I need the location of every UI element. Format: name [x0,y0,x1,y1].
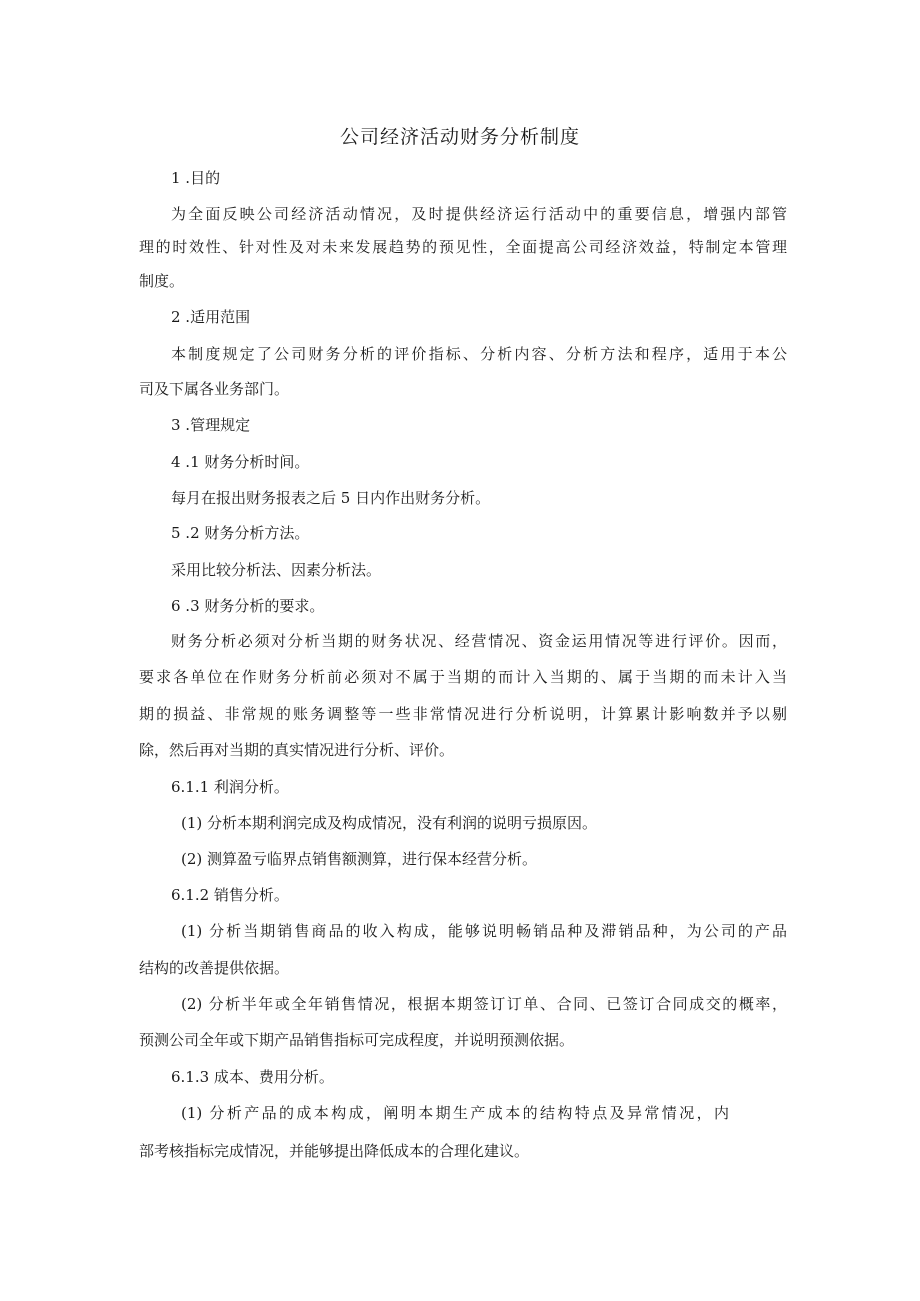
paragraph-6-line-2: 要求各单位在作财务分析前必须对不属于当期的而计入当期的、属于当期的而未计入当 [139,668,787,686]
paragraph-6-line-4: 除，然后再对当期的真实情况进行分析、评价。 [139,741,455,759]
profit-analysis-item-2: (2) 测算盈亏临界点销售额测算，进行保本经营分析。 [181,850,538,868]
heading-6-1-2-sales-analysis: 6.1.2 销售分析。 [171,886,289,904]
sales-analysis-item-1-line-2: 结构的改善提供依据。 [139,959,290,977]
paragraph-4: 每月在报出财务报表之后 5 日内作出财务分析。 [171,489,491,507]
cost-analysis-item-1-line-2: 部考核指标完成情况，并能够提出降低成本的合理化建议。 [139,1142,530,1160]
paragraph-5: 采用比较分析法、因素分析法。 [171,561,382,579]
heading-1-purpose: 1 .目的 [171,169,221,187]
paragraph-1-line-3: 制度。 [139,272,185,290]
paragraph-2-line-2: 司及下属各业务部门。 [139,380,290,398]
sales-analysis-item-1-line-1: (1) 分析当期销售商品的收入构成，能够说明畅销品种及滞销品种，为公司的产品 [181,922,787,940]
cost-analysis-item-1-line-1: (1) 分析产品的成本构成，阐明本期生产成本的结构特点及异常情况，内 [181,1104,729,1122]
heading-6-1-1-profit-analysis: 6.1.1 利润分析。 [171,778,289,796]
paragraph-6-line-1: 财务分析必须对分析当期的财务状况、经营情况、资金运用情况等进行评价。因而， [171,632,787,650]
profit-analysis-item-1: (1) 分析本期利润完成及构成情况，没有利润的说明亏损原因。 [181,814,598,832]
sales-analysis-item-2-line-2: 预测公司全年或下期产品销售指标可完成程度，并说明预测依据。 [139,1031,575,1049]
heading-5-analysis-method: 5 .2 财务分析方法。 [171,524,310,542]
heading-4-analysis-time: 4 .1 财务分析时间。 [171,453,310,471]
heading-6-analysis-requirements: 6 .3 财务分析的要求。 [171,597,325,615]
paragraph-2-line-1: 本制度规定了公司财务分析的评价指标、分析内容、分析方法和程序，适用于本公 [171,345,787,363]
paragraph-1-line-2: 理的时效性、针对性及对未来发展趋势的预见性，全面提高公司经济效益，特制定本管理 [139,238,787,256]
sales-analysis-item-2-line-1: (2) 分析半年或全年销售情况，根据本期签订订单、合同、已签订合同成交的概率， [181,995,787,1013]
paragraph-1-line-1: 为全面反映公司经济活动情况，及时提供经济运行活动中的重要信息，增强内部管 [171,205,787,223]
heading-2-scope: 2 .适用范围 [171,308,251,326]
document-title: 公司经济活动财务分析制度 [339,126,580,148]
heading-3-management: 3 .管理规定 [171,416,251,434]
paragraph-6-line-3: 期的损益、非常规的账务调整等一些非常情况进行分析说明，计算累计影响数并予以剔 [139,705,787,723]
heading-6-1-3-cost-analysis: 6.1.3 成本、费用分析。 [171,1068,334,1086]
